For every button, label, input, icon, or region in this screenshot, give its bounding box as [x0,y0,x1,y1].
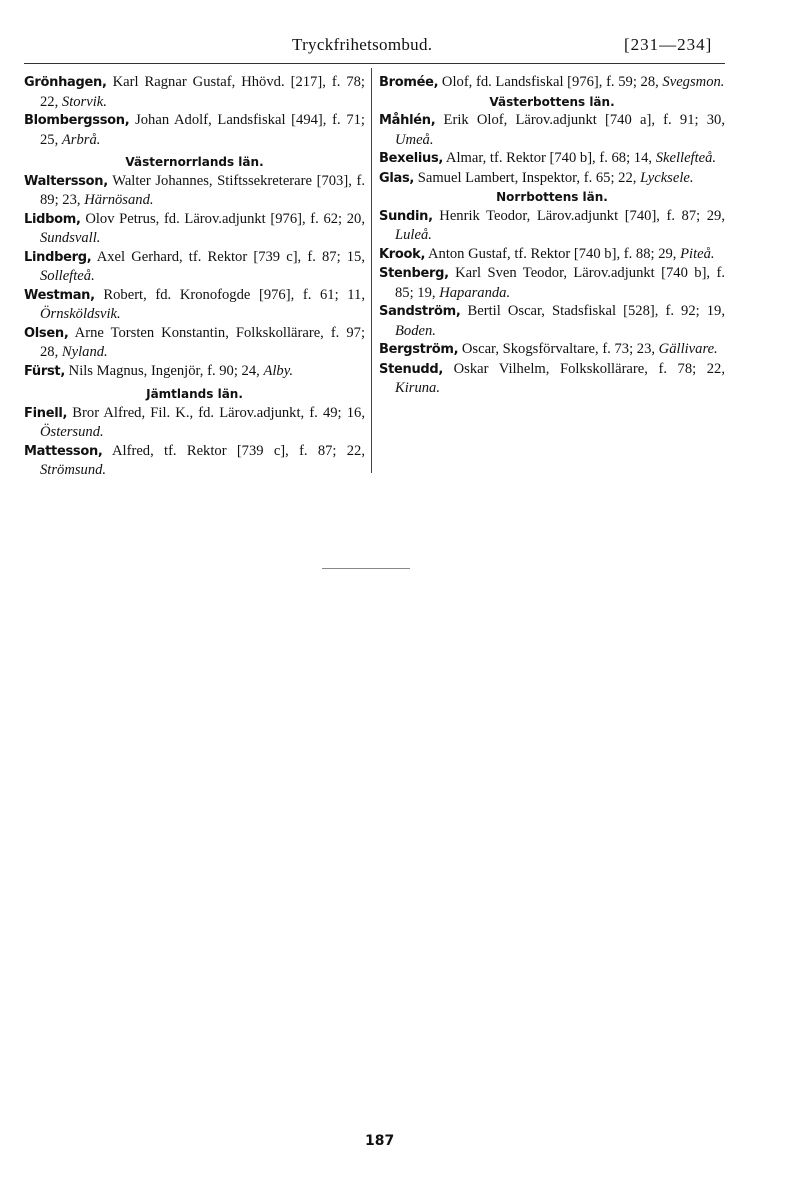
entry-place: Arbrå. [61,131,101,148]
directory-entry [24,172,365,210]
entry-details: Alfred, tf. Rektor [739 c], f. 87; 22, [102,442,365,459]
header-rule [24,63,725,64]
directory-entry [24,111,365,149]
section-heading: Jämtlands län. [146,387,243,401]
directory-entry [379,264,725,302]
directory-entry [24,286,365,324]
entry-name: Krook, [379,246,426,262]
directory-entry [379,149,725,169]
directory-entry [24,248,365,286]
entry-details: Olov Petrus, fd. Lärov.adjunkt [976], f. 62; 20, [80,210,365,227]
end-rule [322,568,410,569]
directory-entry [379,245,725,265]
entry-place: Gällivare. [658,341,718,357]
entry-place: Örnsköldsvik. [40,306,121,322]
directory-entry [24,73,365,111]
entry-details: Walter Johannes, Stiftssekreterare [703], f. 89; 23, [40,172,365,208]
running-title: Tryckfrihetsombud. [292,35,433,54]
entry-details: Axel Gerhard, tf. Rektor [739 c], f. 87; 15, [91,248,365,265]
directory-entry [379,111,725,149]
directory-entry [379,73,725,93]
entry-place: Sollefteå. [40,268,95,284]
entry-name: Sundin, [379,208,433,224]
directory-entry [379,169,725,189]
entry-place: Skellefteå. [655,150,717,166]
directory-entry [24,404,365,442]
entry-place: Umeå. [395,131,434,148]
entry-details: Oskar Vilhelm, Folkskollärare, f. 78; 22, [443,360,725,377]
entry-place: Strömsund. [40,462,107,478]
entry-details: Karl Sven Teodor, Lärov.adjunkt [740 b], f. 85; 19, [395,265,725,301]
entry-place: Piteå. [680,245,715,262]
entry-place: Storvik. [61,93,107,110]
entry-place: Svegsmon. [662,74,725,90]
entry-name: Bexelius, [379,151,444,166]
directory-entry [379,360,725,398]
entry-name: Bergström, [379,342,459,357]
directory-entry [24,362,365,382]
entry-details: Arne Torsten Konstantin, Folkskollärare, f. 97; 28, [40,324,365,360]
entry-name: Stenudd, [379,361,444,377]
entry-name: Westman, [24,287,95,303]
entry-details: Almar, tf. Rektor [740 b], f. 68; 14, [443,150,656,166]
entry-name: Waltersson, [24,173,108,189]
entry-details: Olof, fd. Landsfiskal [976], f. 59; 28, [438,74,663,90]
entry-name: Stenberg, [379,266,449,281]
page-number: 187 [365,1133,395,1149]
entry-place: Östersund. [40,424,104,440]
entry-details: Robert, fd. Kronofogde [976], f. 61; 11, [94,286,365,303]
section-heading: Västerbottens län. [489,94,615,109]
column-divider [371,68,372,473]
entry-name: Måhlén, [379,113,436,128]
entry-details: Anton Gustaf, tf. Rektor [740 b], f. 88; 29, [425,245,681,262]
entry-place: Nyland. [61,344,108,360]
entry-details: Samuel Lambert, Inspektor, f. 65; 22, [414,169,641,186]
entry-place: Luleå. [395,227,432,243]
section-heading: Västernorrlands län. [125,155,264,169]
entry-name: Sandström, [379,304,461,319]
entry-details: Henrik Teodor, Lärov.adjunkt [740], f. 87; 29, [432,207,725,224]
entry-name: Fürst, [24,363,65,379]
section-range: [231—234] [624,35,713,54]
entry-details: Oscar, Skogsförvaltare, f. 73; 23, [458,341,659,357]
entry-details: Bror Alfred, Fil. K., fd. Lärov.adjunkt, f. 49; 16, [67,404,365,421]
entry-place: Alby. [263,362,294,379]
entry-name: Blombergsson, [24,113,130,128]
entry-name: Lidbom, [24,211,81,227]
entry-place: Haparanda. [439,284,511,301]
entry-name: Olsen, [24,325,69,341]
entry-name: Bromée, [379,75,439,90]
directory-entry [24,324,365,362]
directory-entry [379,302,725,340]
entry-details: Nils Magnus, Ingenjör, f. 90; 24, [65,362,264,379]
entry-details: Erik Olof, Lärov.adjunkt [740 a], f. 91; 30, [435,112,725,128]
directory-entry [24,442,365,480]
left-column [24,73,365,480]
entry-details: Karl Ragnar Gustaf, Hhövd. [217], f. 78; 22, [40,74,365,110]
entry-name: Mattesson, [24,443,103,459]
entry-place: Kiruna. [395,380,441,396]
entry-name: Lindberg, [24,249,92,265]
directory-entry [379,340,725,360]
entry-details: Bertil Oscar, Stadsfiskal [528], f. 92; 19, [460,303,725,319]
entry-place: Lycksele. [640,169,694,186]
directory-entry [379,207,725,245]
directory-entry [24,210,365,248]
entry-place: Sundsvall. [40,230,101,246]
right-column [379,73,725,398]
entry-name: Grönhagen, [24,75,107,90]
entry-place: Härnösand. [84,192,154,208]
entry-name: Finell, [24,405,68,421]
entry-details: Johan Adolf, Landsfiskal [494], f. 71; 25, [40,112,365,148]
entry-name: Glas, [379,170,415,186]
section-heading: Norrbottens län. [496,190,608,204]
entry-place: Boden. [395,322,436,339]
